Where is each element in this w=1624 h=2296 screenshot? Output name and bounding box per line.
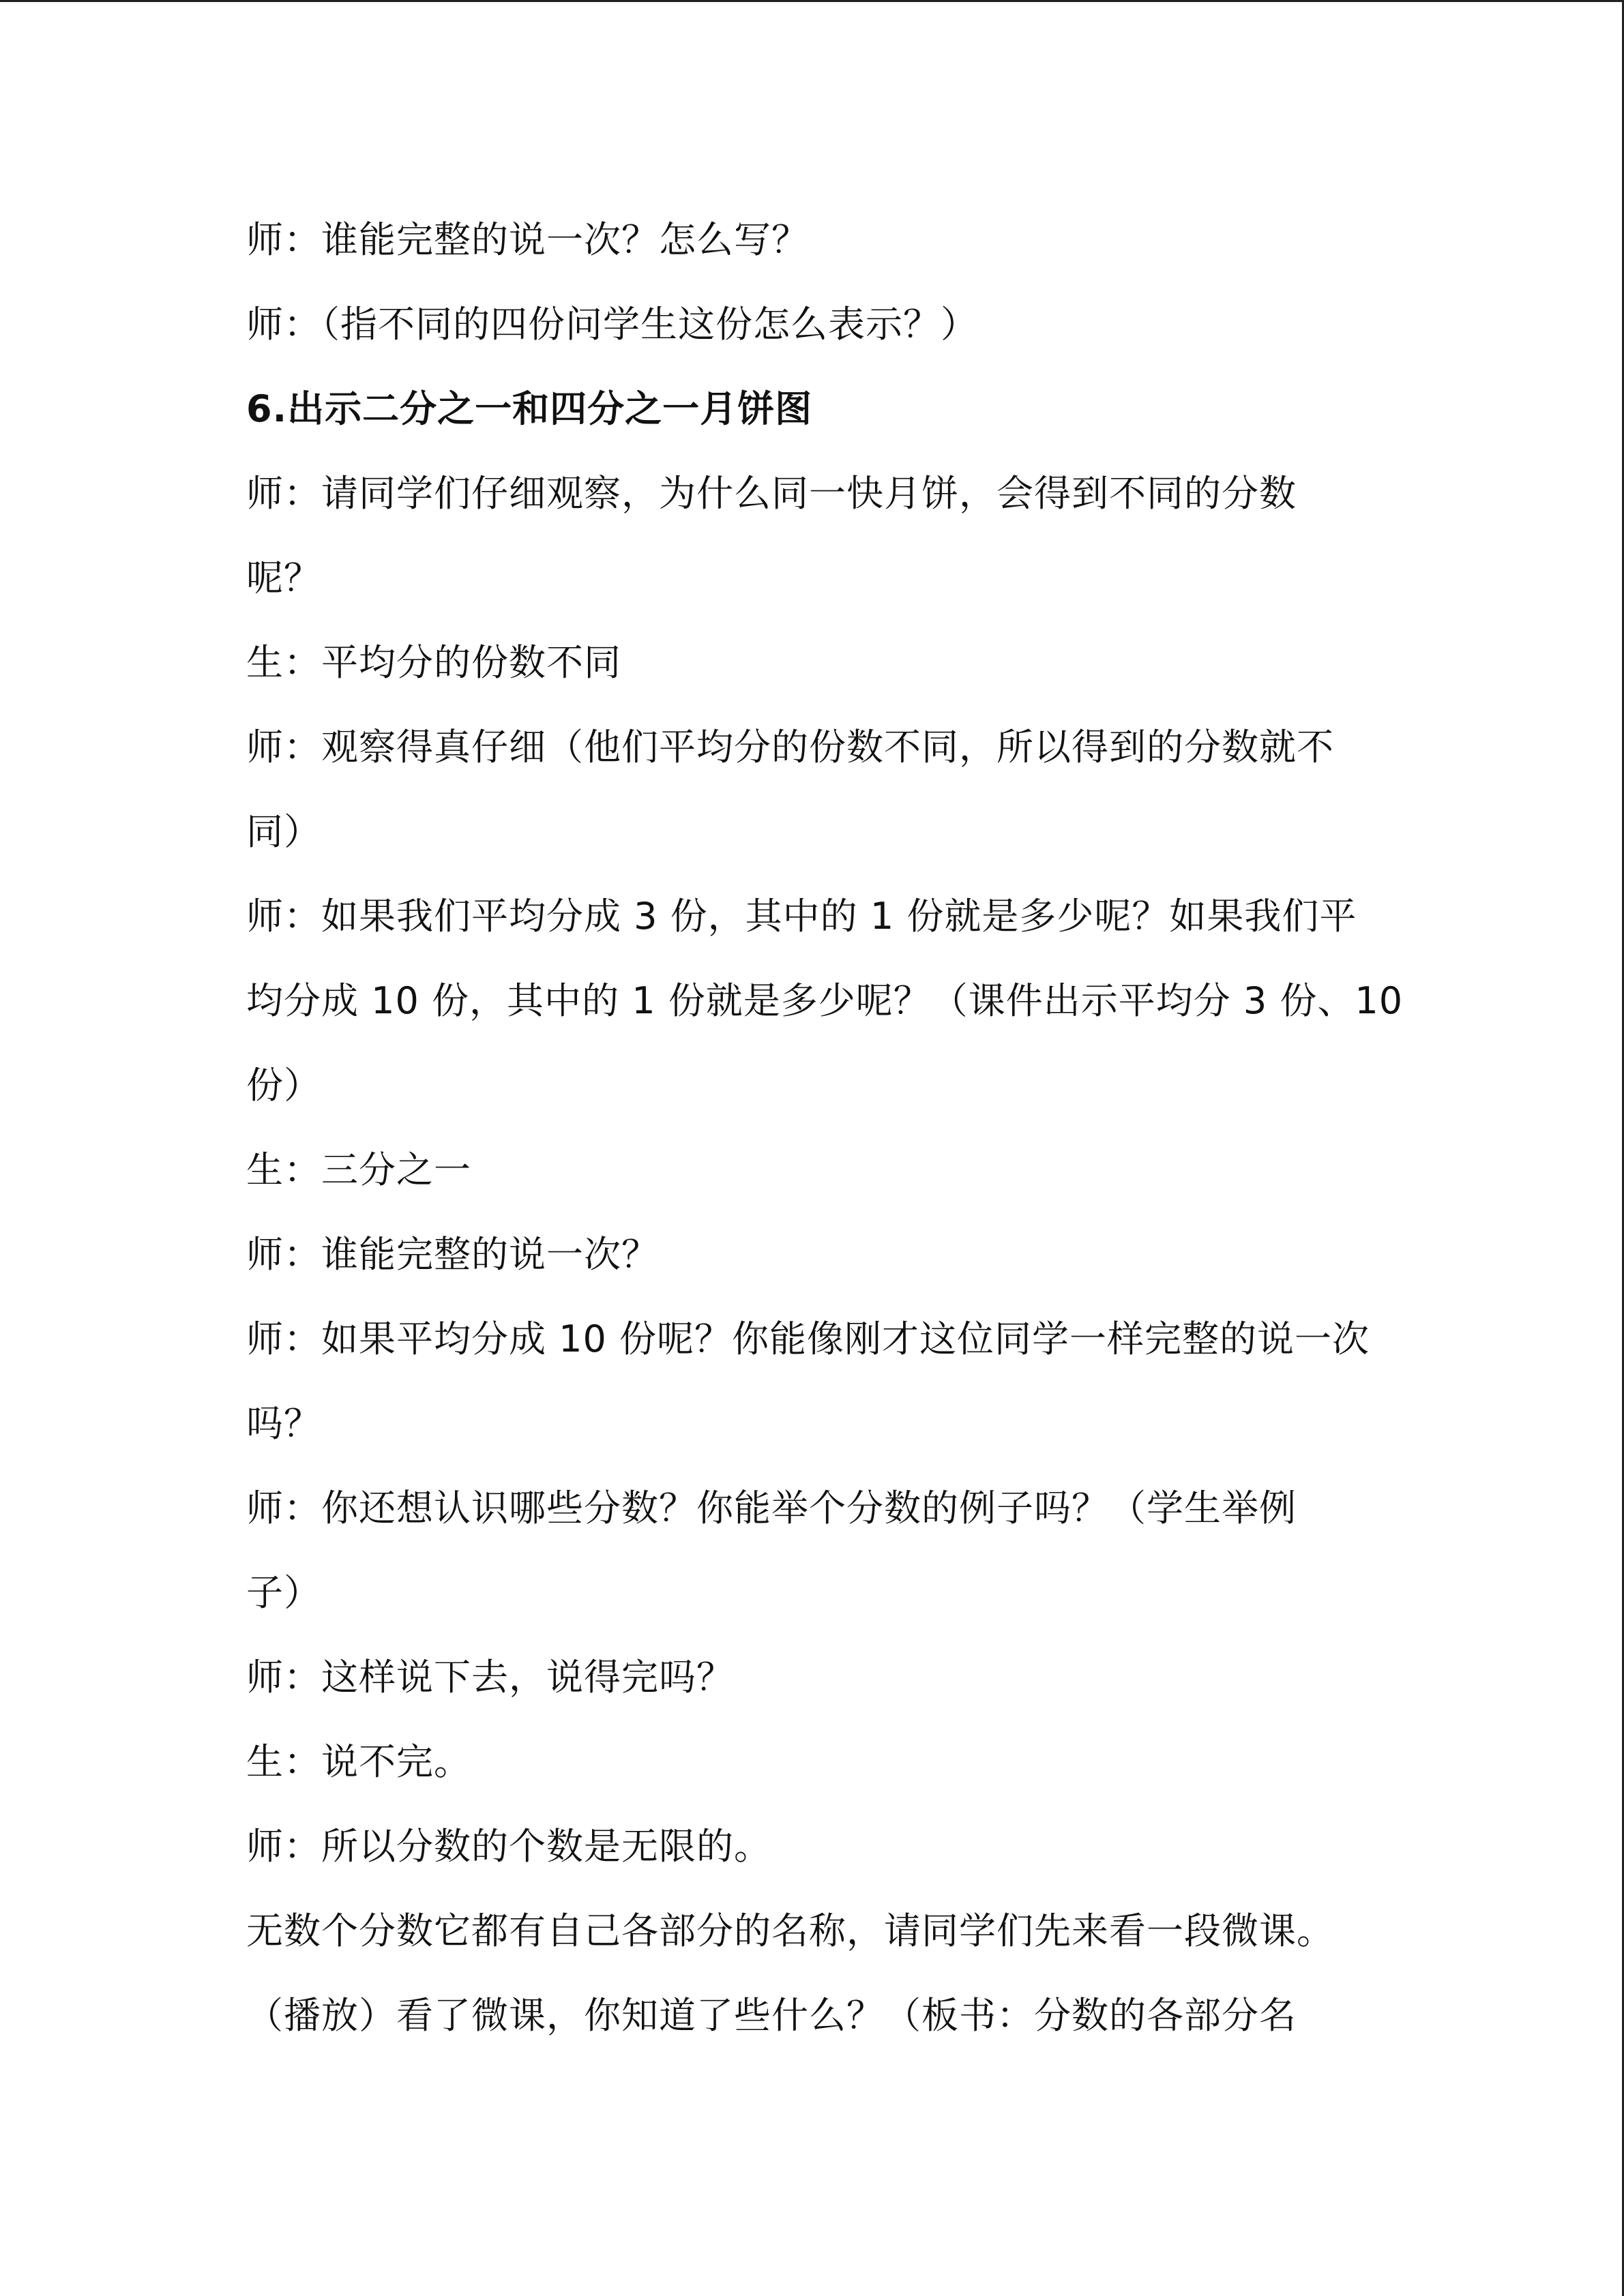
text-line: 吗？ xyxy=(246,1402,321,1445)
text-line: 生：三分之一 xyxy=(246,1148,471,1191)
text-line: 师：如果我们平均分成 3 份，其中的 1 份就是多少呢？如果我们平 xyxy=(246,895,1357,938)
text-line: 师：你还想认识哪些分数？你能举个分数的例子吗？（学生举例 xyxy=(246,1487,1297,1530)
text-line: 师：观察得真仔细（他们平均分的份数不同，所以得到的分数就不 xyxy=(246,726,1334,769)
text-line: 师：所以分数的个数是无限的。 xyxy=(246,1825,771,1868)
text-line: 师：如果平均分成 10 份呢？你能像刚才这位同学一样完整的说一次 xyxy=(246,1317,1370,1360)
text-line: 师：请同学们仔细观察，为什么同一快月饼，会得到不同的分数 xyxy=(246,472,1297,515)
text-line: 师：（指不同的四份问学生这份怎么表示？） xyxy=(246,303,978,346)
text-line: 无数个分数它都有自己各部分的名称，请同学们先来看一段微课。 xyxy=(246,1909,1334,1952)
text-line: 子） xyxy=(246,1571,321,1614)
text-line: 师：这样说下去，说得完吗？ xyxy=(246,1656,734,1699)
text-line: 师：谁能完整的说一次？ xyxy=(246,1233,659,1276)
text-line: 生：平均分的份数不同 xyxy=(246,641,621,684)
document-body xyxy=(246,198,1404,2058)
text-line: 同） xyxy=(246,810,321,853)
text-line: 呢？ xyxy=(246,556,321,599)
section-heading: 6.出示二分之一和四分之一月饼图 xyxy=(246,387,813,430)
text-line: 生：说不完。 xyxy=(246,1740,471,1783)
text-line: 均分成 10 份，其中的 1 份就是多少呢？（课件出示平均分 3 份、10 xyxy=(246,979,1404,1022)
text-line: （播放）看了微课，你知道了些什么？（板书：分数的各部分名 xyxy=(246,1994,1297,2037)
text-line: 师：谁能完整的说一次？怎么写？ xyxy=(246,218,809,261)
text-line: 份） xyxy=(246,1064,321,1107)
